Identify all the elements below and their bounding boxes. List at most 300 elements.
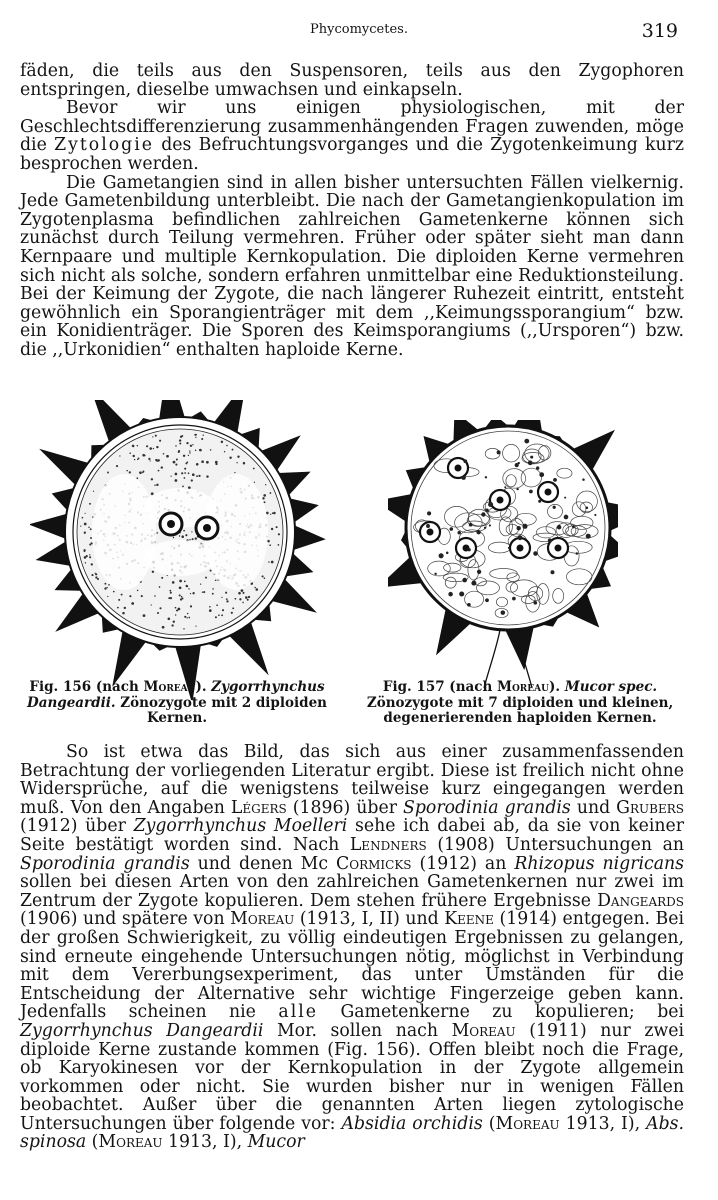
stipple-dot xyxy=(256,588,259,591)
haploid-nucleus xyxy=(485,476,487,478)
author-name: Moreau xyxy=(451,1020,516,1041)
text-run: und xyxy=(576,797,611,818)
stipple-dot xyxy=(234,472,235,473)
species-name: Mucor spec. xyxy=(564,679,658,695)
haploid-nucleus xyxy=(553,478,557,482)
diploid-nucleus xyxy=(420,522,440,542)
stipple-dot xyxy=(265,484,266,485)
stipple-dot xyxy=(162,626,165,629)
text-run: (1912) an xyxy=(419,853,507,874)
stipple-dot xyxy=(190,445,192,447)
stipple-dot xyxy=(134,459,135,460)
stipple-dot xyxy=(186,442,188,444)
stipple-dot xyxy=(104,583,106,585)
stipple-dot xyxy=(232,449,234,451)
stipple-dot xyxy=(173,537,175,539)
stipple-dot xyxy=(188,617,190,619)
stipple-dot xyxy=(224,451,225,452)
author-name: Moreau xyxy=(98,1132,163,1153)
stipple-dot xyxy=(124,607,126,609)
stipple-dot xyxy=(82,517,84,519)
stipple-dot xyxy=(113,591,115,593)
stipple-dot xyxy=(225,592,227,594)
stipple-dot xyxy=(170,592,172,594)
stipple-dot xyxy=(155,459,157,461)
stipple-dot xyxy=(190,593,191,594)
stipple-dot xyxy=(179,586,182,589)
diploid-nucleus xyxy=(510,538,530,558)
species-name: Rhizopus nigricans xyxy=(514,853,685,874)
text-run: und denen Mc xyxy=(197,853,329,874)
stipple-dot xyxy=(183,628,184,629)
stipple-dot xyxy=(195,537,197,539)
haploid-nucleus xyxy=(538,500,541,503)
stipple-dot xyxy=(84,550,86,552)
stipple-dot xyxy=(206,461,209,464)
stipple-dot xyxy=(192,538,194,540)
stipple-dot xyxy=(262,575,264,577)
stipple-dot xyxy=(209,609,212,612)
stipple-dot xyxy=(216,604,218,606)
haploid-nucleus xyxy=(459,591,464,596)
stipple-dot xyxy=(171,624,173,626)
stipple-dot xyxy=(91,574,93,576)
stipple-dot xyxy=(215,616,217,618)
haploid-nucleus xyxy=(497,450,501,454)
figure-156-drawing xyxy=(30,400,330,700)
haploid-nucleus xyxy=(446,552,449,555)
haploid-nucleus xyxy=(548,538,552,542)
haploid-nucleus xyxy=(551,570,555,574)
haploid-nucleus xyxy=(488,502,493,507)
stipple-dot xyxy=(226,445,228,447)
stipple-dot xyxy=(181,535,184,538)
haploid-nucleus xyxy=(557,525,562,530)
stipple-dot xyxy=(185,534,187,536)
vacuole xyxy=(92,474,156,590)
text-run: So ist etwa das Bild, das sich aus einer zusammenfassenden Betrachtung der vorliegenden Literatur ergibt. Diese ist freilich nicht ohne Widersprüche, auf die wenigstens teilweise kurz eingegangen werden muß. Von den Angaben xyxy=(20,742,684,818)
stipple-dot xyxy=(218,614,220,616)
haploid-nucleus xyxy=(484,527,486,529)
stipple-dot xyxy=(189,452,191,454)
stipple-dot xyxy=(129,471,131,473)
stipple-dot xyxy=(151,604,152,605)
stipple-dot xyxy=(231,612,233,614)
stipple-dot xyxy=(268,561,269,562)
stipple-dot xyxy=(172,581,175,584)
caption-text: Fig. 157 (nach xyxy=(382,679,493,695)
stipple-dot xyxy=(182,486,184,488)
stipple-dot xyxy=(278,533,280,535)
haploid-nucleus xyxy=(572,526,575,529)
stipple-dot xyxy=(262,497,264,499)
intro-text xyxy=(20,62,684,360)
stipple-dot xyxy=(180,436,182,438)
species-name: Sporodinia grandis xyxy=(403,797,571,818)
species-name: Zygorrhynchus Moelleri xyxy=(133,816,348,837)
stipple-dot xyxy=(199,449,202,452)
species-name: Abs. spinosa xyxy=(20,1113,684,1153)
stipple-dot xyxy=(152,571,154,573)
text-run: (1913, I, II) und xyxy=(299,909,439,930)
stipple-dot xyxy=(184,472,186,474)
haploid-nucleus xyxy=(564,515,569,520)
haploid-nucleus xyxy=(504,486,506,488)
haploid-nucleus xyxy=(585,506,588,509)
figure-156-caption xyxy=(18,680,336,727)
stipple-dot xyxy=(215,461,218,464)
stipple-dot xyxy=(235,598,237,600)
stipple-dot xyxy=(187,613,188,614)
stipple-dot xyxy=(254,587,256,589)
haploid-nucleus xyxy=(554,484,556,486)
stipple-dot xyxy=(139,471,142,474)
stipple-dot xyxy=(242,592,244,594)
haploid-nucleus xyxy=(449,527,453,531)
stipple-dot xyxy=(175,464,177,466)
stipple-dot xyxy=(107,596,108,597)
stipple-dot xyxy=(184,581,186,583)
stipple-dot xyxy=(247,599,249,601)
stipple-dot xyxy=(212,593,214,595)
intro-paragraph-2 xyxy=(20,99,684,173)
stipple-dot xyxy=(188,455,189,456)
stipple-dot xyxy=(149,447,152,450)
stipple-dot xyxy=(206,475,208,477)
stipple-dot xyxy=(245,596,248,599)
stipple-dot xyxy=(268,540,270,542)
stipple-dot xyxy=(181,596,183,598)
stipple-dot xyxy=(175,473,178,476)
stipple-dot xyxy=(198,475,200,477)
figure-157-drawing xyxy=(388,420,618,690)
stipple-dot xyxy=(210,570,212,572)
haploid-nucleus xyxy=(530,456,533,459)
haploid-nucleus xyxy=(468,548,471,551)
stipple-dot xyxy=(95,573,96,574)
stipple-dot xyxy=(215,580,217,582)
stipple-dot xyxy=(117,607,119,609)
stipple-dot xyxy=(170,597,172,599)
stipple-dot xyxy=(119,455,120,456)
haploid-nucleus xyxy=(427,511,431,515)
stipple-dot xyxy=(137,445,139,447)
stipple-dot xyxy=(167,575,168,576)
stipple-dot xyxy=(178,450,180,452)
species-name: Zygorrhynchus Dangeardii. xyxy=(27,679,325,711)
diploid-nucleus xyxy=(196,517,218,539)
text-run: Bevor wir uns einigen physiologischen, mit der Geschlechtsdifferenzierung zusammenhängenden Fragen zuwenden, möge die xyxy=(20,98,684,156)
stipple-dot xyxy=(200,583,201,584)
stipple-dot xyxy=(205,577,207,579)
species-name: Absidia orchidis xyxy=(341,1113,483,1134)
stipple-dot xyxy=(169,590,171,592)
stipple-dot xyxy=(89,556,91,558)
species-name: Sporodinia grandis xyxy=(20,853,190,874)
stipple-dot xyxy=(153,448,154,449)
spaced-term: alle xyxy=(278,1002,318,1023)
author-name: Dangeards xyxy=(597,890,684,911)
species-name: Zygorrhynchus Dangeardii xyxy=(20,1020,264,1041)
haploid-nucleus xyxy=(533,601,537,605)
stipple-dot xyxy=(229,456,231,458)
haploid-nucleus xyxy=(426,524,430,528)
stipple-dot xyxy=(156,446,158,448)
stipple-dot xyxy=(184,468,186,470)
stipple-dot xyxy=(278,544,280,546)
haploid-nucleus xyxy=(471,581,476,586)
stipple-dot xyxy=(179,443,181,445)
haploid-nucleus xyxy=(489,524,491,526)
stipple-dot xyxy=(170,475,171,476)
page-number: 319 xyxy=(641,20,678,42)
author-name: Moreau xyxy=(495,1113,560,1134)
haploid-nucleus xyxy=(539,472,544,477)
page-header xyxy=(0,20,718,44)
haploid-nucleus xyxy=(485,598,489,602)
text-run: 1913, I), xyxy=(168,1132,243,1153)
stipple-dot xyxy=(276,526,278,528)
stipple-dot xyxy=(86,555,88,557)
stipple-dot xyxy=(91,563,93,565)
stipple-dot xyxy=(151,478,153,480)
stipple-dot xyxy=(132,445,135,448)
caption-text: Fig. 156 (nach xyxy=(29,679,139,695)
stipple-dot xyxy=(191,479,193,481)
author-name: Légers xyxy=(230,797,287,818)
spaced-term: Zytologie xyxy=(54,135,154,156)
haploid-nucleus xyxy=(594,514,596,516)
stipple-dot xyxy=(184,477,186,479)
stipple-dot xyxy=(253,468,255,470)
stipple-dot xyxy=(175,479,178,482)
haploid-nucleus xyxy=(517,526,521,530)
haploid-nucleus xyxy=(515,463,519,467)
author-name: Keene xyxy=(444,909,494,930)
stipple-dot xyxy=(183,455,185,457)
stipple-dot xyxy=(203,435,204,436)
stipple-dot xyxy=(212,588,214,590)
stipple-dot xyxy=(168,618,171,621)
stipple-dot xyxy=(243,462,245,464)
stipple-dot xyxy=(176,610,177,611)
stipple-dot xyxy=(179,535,180,536)
vacuole xyxy=(144,540,216,576)
text-run: 1913, I), xyxy=(565,1113,641,1134)
stipple-dot xyxy=(106,587,107,588)
diploid-nucleus xyxy=(456,538,476,558)
stipple-dot xyxy=(107,472,109,474)
stipple-dot xyxy=(188,588,190,590)
stipple-dot xyxy=(143,614,146,617)
stipple-dot xyxy=(104,587,106,589)
author-name: Grubers xyxy=(616,797,684,818)
stipple-dot xyxy=(271,561,274,564)
haploid-nucleus xyxy=(462,578,467,583)
stipple-dot xyxy=(126,470,128,472)
stipple-dot xyxy=(192,592,194,594)
stipple-dot xyxy=(85,513,86,514)
stipple-dot xyxy=(232,607,234,609)
stipple-dot xyxy=(142,454,145,457)
haploid-nucleus xyxy=(467,603,471,607)
text-run: (1896) über xyxy=(292,797,397,818)
haploid-nucleus xyxy=(586,534,591,539)
stipple-dot xyxy=(221,597,222,598)
stipple-dot xyxy=(270,514,271,515)
stipple-dot xyxy=(121,594,123,596)
stipple-dot xyxy=(129,595,131,597)
haploid-nucleus xyxy=(448,592,453,597)
stipple-dot xyxy=(222,609,224,611)
stipple-dot xyxy=(189,450,190,451)
stipple-dot xyxy=(179,594,181,596)
stipple-dot xyxy=(152,436,153,437)
stipple-dot xyxy=(93,491,94,492)
stipple-dot xyxy=(263,494,266,497)
stipple-dot xyxy=(85,562,86,563)
stipple-dot xyxy=(157,612,159,614)
haploid-nucleus xyxy=(477,570,481,574)
running-title: Phycomycetes. xyxy=(310,22,408,37)
stipple-dot xyxy=(201,460,204,463)
stipple-dot xyxy=(186,585,188,587)
stipple-dot xyxy=(186,617,187,618)
haploid-nucleus xyxy=(512,597,516,601)
stipple-dot xyxy=(84,523,87,526)
stipple-dot xyxy=(221,614,223,616)
stipple-dot xyxy=(163,453,165,455)
stipple-dot xyxy=(184,616,186,618)
stipple-dot xyxy=(89,554,90,555)
stipple-dot xyxy=(118,599,120,601)
stipple-dot xyxy=(173,461,176,464)
stipple-dot xyxy=(226,600,228,602)
stipple-dot xyxy=(221,441,223,443)
haploid-nucleus xyxy=(529,490,533,494)
stipple-dot xyxy=(210,449,212,451)
stipple-dot xyxy=(195,437,196,438)
stipple-dot xyxy=(154,485,155,486)
haploid-nucleus xyxy=(481,512,485,516)
stipple-dot xyxy=(226,598,228,600)
text-run: (1908) Untersuchungen an xyxy=(437,834,685,855)
stipple-dot xyxy=(116,465,118,467)
caption-text: ). xyxy=(195,679,207,695)
text-run: sollen bei diesen Arten von den zahlreichen Gametenkernen nur zwei im Zentrum der Zygote kopulieren. Dem stehen frühere Ergebnisse xyxy=(20,872,684,911)
stipple-dot xyxy=(254,482,255,483)
diploid-nucleus xyxy=(160,513,182,535)
text-run: (1912) über xyxy=(20,816,126,837)
haploid-nucleus xyxy=(518,535,523,540)
stipple-dot xyxy=(241,589,244,592)
haploid-nucleus xyxy=(439,553,444,558)
stipple-dot xyxy=(264,501,266,503)
haploid-nucleus xyxy=(485,509,488,512)
stipple-dot xyxy=(89,503,91,505)
stipple-dot xyxy=(271,528,273,530)
stipple-dot xyxy=(154,595,156,597)
stipple-dot xyxy=(269,492,271,494)
haploid-nucleus xyxy=(434,573,436,575)
stipple-dot xyxy=(178,608,181,611)
stipple-dot xyxy=(138,458,140,460)
stipple-dot xyxy=(159,440,161,442)
stipple-dot xyxy=(158,470,160,472)
stipple-dot xyxy=(175,607,177,609)
text-run: Gametenkerne zu kopulieren; bei xyxy=(340,1002,685,1023)
author-name: Moreau xyxy=(497,679,549,695)
haploid-nucleus xyxy=(528,461,533,466)
text-run: des Befruchtungsvorganges und die Zygotenkeimung kurz besprochen werden. xyxy=(20,135,684,174)
figure-157-caption xyxy=(355,680,685,727)
stipple-dot xyxy=(179,580,182,583)
caption-text: Zönozygote mit 2 diploiden Kernen. xyxy=(120,694,327,726)
text-run: (1914) entgegen. Bei der großen Schwierigkeit, zu völlig eindeutigen Ergebnissen zu gelangen, sind erneute eingehende Untersuchungen nötig, möglichst in Verbindung mit dem Vererbungsexperiment, das unter Umständen für die Entscheidung der Alternative sehr wichtige Fingerzeige geben kann. Jedenfalls scheinen nie xyxy=(20,909,684,1023)
stipple-dot xyxy=(196,463,199,466)
stipple-dot xyxy=(166,455,169,458)
stipple-dot xyxy=(196,475,198,477)
stipple-dot xyxy=(80,525,81,526)
stipple-dot xyxy=(122,612,125,615)
stipple-dot xyxy=(201,438,203,440)
stipple-dot xyxy=(88,527,89,528)
haploid-nucleus xyxy=(461,475,466,480)
author-name: Cormicks xyxy=(336,853,412,874)
stipple-dot xyxy=(264,577,266,579)
stipple-dot xyxy=(237,456,239,458)
haploid-nucleus xyxy=(457,531,460,534)
stipple-dot xyxy=(149,460,150,461)
text-run: ( xyxy=(91,1132,99,1153)
stipple-dot xyxy=(131,602,134,605)
stipple-dot xyxy=(239,598,241,600)
haploid-nucleus xyxy=(469,523,473,527)
stipple-dot xyxy=(242,602,244,604)
stipple-dot xyxy=(142,470,144,472)
stipple-dot xyxy=(195,449,197,451)
stipple-dot xyxy=(195,434,197,436)
haploid-nucleus xyxy=(516,488,518,490)
stipple-dot xyxy=(192,444,193,445)
stipple-dot xyxy=(248,596,250,598)
stipple-dot xyxy=(90,528,92,530)
main-text xyxy=(20,743,684,1152)
caption-text: ). xyxy=(548,679,561,695)
text-run: (1911) nur zwei diploide Kerne zustande kommen (Fig. 156). Offen bleibt noch die Frage, ob Karyokinesen vor der Kernkopulation in der Zygote allgemein vorkommen oder nicht. Sie wurden bisher nur in wenigen Fällen beobachtet. Außer über die genannten Arten liegen zytologische Untersuchungen über folgende vor: xyxy=(20,1020,684,1134)
stipple-dot xyxy=(236,462,237,463)
diploid-nucleus xyxy=(490,490,510,510)
stipple-dot xyxy=(175,614,176,615)
haploid-nucleus xyxy=(536,466,539,469)
haploid-nucleus xyxy=(463,459,467,463)
stipple-dot xyxy=(203,591,205,593)
stipple-dot xyxy=(173,621,175,623)
haploid-nucleus xyxy=(508,547,510,549)
haploid-nucleus xyxy=(533,551,538,556)
intro-paragraph-1: fäden, die teils aus den Suspensoren, teils aus den Zygophoren entspringen, dieselbe umwachsen und einkapseln. xyxy=(20,61,684,100)
stipple-dot xyxy=(90,537,92,539)
stipple-dot xyxy=(84,532,86,534)
haploid-nucleus xyxy=(476,530,480,534)
stipple-dot xyxy=(129,452,131,454)
haploid-nucleus xyxy=(501,610,506,615)
stipple-dot xyxy=(202,592,203,593)
stipple-dot xyxy=(137,590,139,592)
stipple-dot xyxy=(209,606,211,608)
text-run: ( xyxy=(488,1113,496,1134)
author-name: Moreau xyxy=(143,679,196,695)
